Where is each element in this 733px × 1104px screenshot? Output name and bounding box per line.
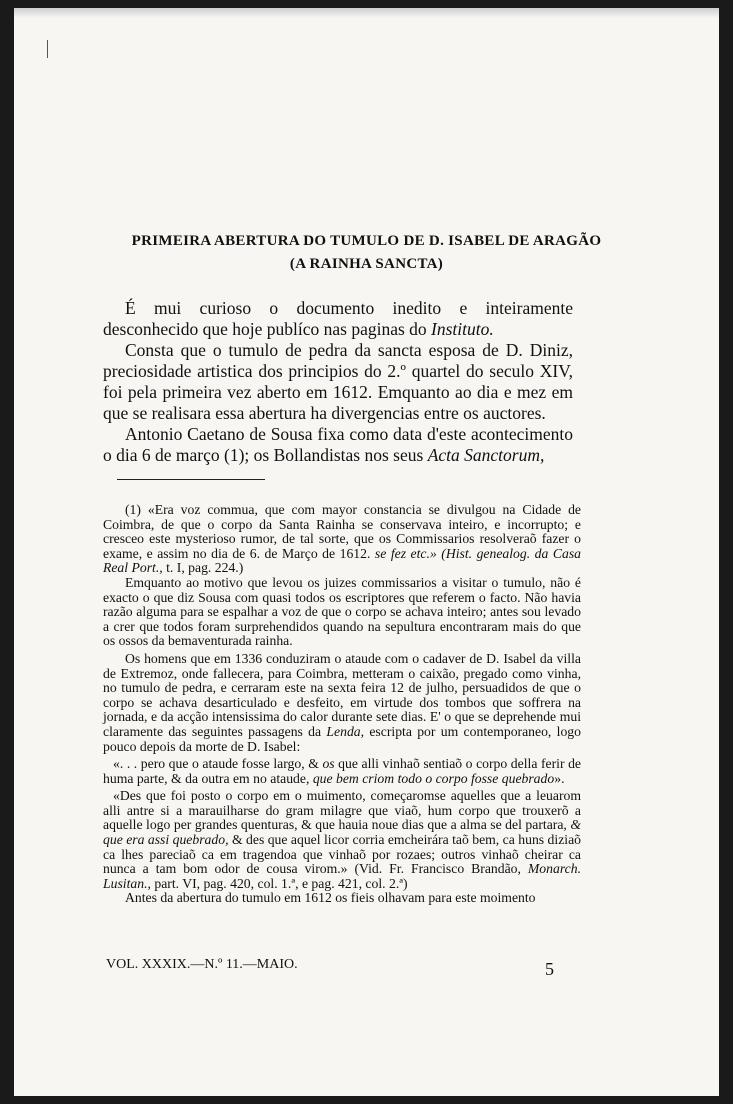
quotation-2-ref: part. VI, pag. 420, col. 1.ª, e pag. 421, col. 2.ª) xyxy=(150,875,408,891)
scan-shadow xyxy=(14,8,719,18)
quotation-2-emphasis: & que era assi quebrado, xyxy=(103,817,581,848)
footnote-1-text: (1) «Era voz commua, que com mayor constancia se divulgou na Cidade de Coimbra, de que o corpo da Santa Rainha se conservava inteiro, e incorrupto; e cresceo este mysterioso rumor, de tal sorte, que os Commissarios resolveraõ fazer o exame, e assim no dia de 6. de Março de 1612. xyxy=(103,502,581,561)
paragraph-1 xyxy=(103,298,573,340)
footnote-paragraph-3-text: Os homens que em 1336 conduziram o ataude com o cadaver de D. Isabel da villa de Extremoz, onde fallecera, para Coimbra, metteram o caixão, pregado como vinha, no tumulo de pedra, e cerraram este na sexta feira 12 de julho, persuadidos de que o corpo se achava desarticulado e desfeito, em virtude dos tombos que soffrera na jornada, e da acção intensissima do calor durante sete dias. E' o que se deprehende mui claramente das seguintes passagens da xyxy=(103,650,581,739)
article-title xyxy=(14,230,719,276)
footnote-paragraph-2: Emquanto ao motivo que levou os juizes commissarios a visitar o tumulo, não é exacto o que diz Sousa com quasi todos os escriptores que referem o facto. Não havia razão alguma para se espalhar a voz de que o corpo se achava inteiro; antes sou levado a crer que todos foram surprehendidos quando na sepultura encontraram mais do que os ossos da bemaventurada rainha. xyxy=(103,574,581,649)
footnote-rule xyxy=(117,479,265,480)
footnotes xyxy=(103,503,581,906)
acta-sanctorum: Acta Sanctorum, xyxy=(427,445,545,465)
paragraph-3-text: Antonio Caetano de Sousa fixa como data d'este acontecimento o dia 6 de março (1); os Bollandistas nos seus xyxy=(103,424,573,465)
title-line-2: (A RAINHA SANCTA) xyxy=(289,256,444,272)
page-footer xyxy=(106,957,554,980)
paragraph-3 xyxy=(103,424,573,466)
paragraph-2: Consta que o tumulo de pedra da sancta esposa de D. Diniz, preciosidade artistica dos principios do 2.º quartel do seculo XIV, foi pela primeira vez aberto em 1612. Emquanto ao dia e mez em que se realisara essa abertura ha divergencias entre os auctores. xyxy=(103,340,573,423)
quotation-2 xyxy=(103,789,581,891)
footnote-1-source: (Hist. genealog. da Casa Real Port., xyxy=(103,545,582,576)
paragraph-1-text: É mui curioso o documento inedito e inteiramente desconhecido que hoje publíco nas paginas do xyxy=(103,298,573,339)
document-page xyxy=(14,8,719,1096)
quotation-1 xyxy=(103,757,581,786)
lenda-title: Lenda, xyxy=(326,723,365,739)
footnote-paragraph-3 xyxy=(103,652,581,754)
quotation-2-mid: & des que aquel licor corria emcheirára taõ bem, ca huns diziaõ ca lhes pareciaõ ca em tragendoa que vinhaõ por rozaes; outros vinhaõ cheirar ca nunca a tam bom odor de cousa virom.» (Vid. Fr. Francisco Brandão, xyxy=(103,832,581,877)
title-line-1: PRIMEIRA ABERTURA DO TUMULO DE D. ISABEL DE ARAGÃO xyxy=(131,233,602,249)
monarchia-title: Monarch. Lusitan., xyxy=(103,861,581,891)
quotation-1-mid: que alli vinhaõ sentiaõ o corpo della ferir de huma parte, & da outra em no ataude, xyxy=(103,756,581,786)
footnote-paragraph-4: Antes da abertura do tumulo em 1612 os fieis olhavam para este moimento xyxy=(125,890,536,906)
page-number: 5 xyxy=(545,959,554,979)
footnote-1-ref: t. I, pag. 224.) xyxy=(162,560,244,576)
footnote-paragraph-3-end: escripta por um contemporaneo, logo pouco depois da morte de D. Isabel: xyxy=(103,723,581,754)
quotation-1-end: ». xyxy=(554,770,565,786)
quotation-1-italic: os xyxy=(322,756,335,772)
footnote-1-quote-end: se fez etc.» xyxy=(374,545,437,561)
footnote-1 xyxy=(103,503,581,576)
journal-name: Instituto. xyxy=(431,319,494,339)
margin-mark xyxy=(47,40,48,58)
quotation-1-emphasis: que bem criom todo o corpo fosse quebrado xyxy=(312,770,555,786)
volume-line: VOL. XXXIX.—N.º 11.—MAIO. xyxy=(106,957,298,972)
main-text xyxy=(103,298,573,466)
quotation-1-text: «. . . pero que o ataude fosse largo, & xyxy=(113,756,323,772)
quotation-2-text: «Des que foi posto o corpo em o muimento, começaromse aquelles que a leuarom alli antre si a marauilharse do gram milagre que viaõ, hum corpo que trouxerõ a aquelle logo per grandes quenturas, & que hauia noue dias que a alma se del partara, xyxy=(103,788,581,833)
